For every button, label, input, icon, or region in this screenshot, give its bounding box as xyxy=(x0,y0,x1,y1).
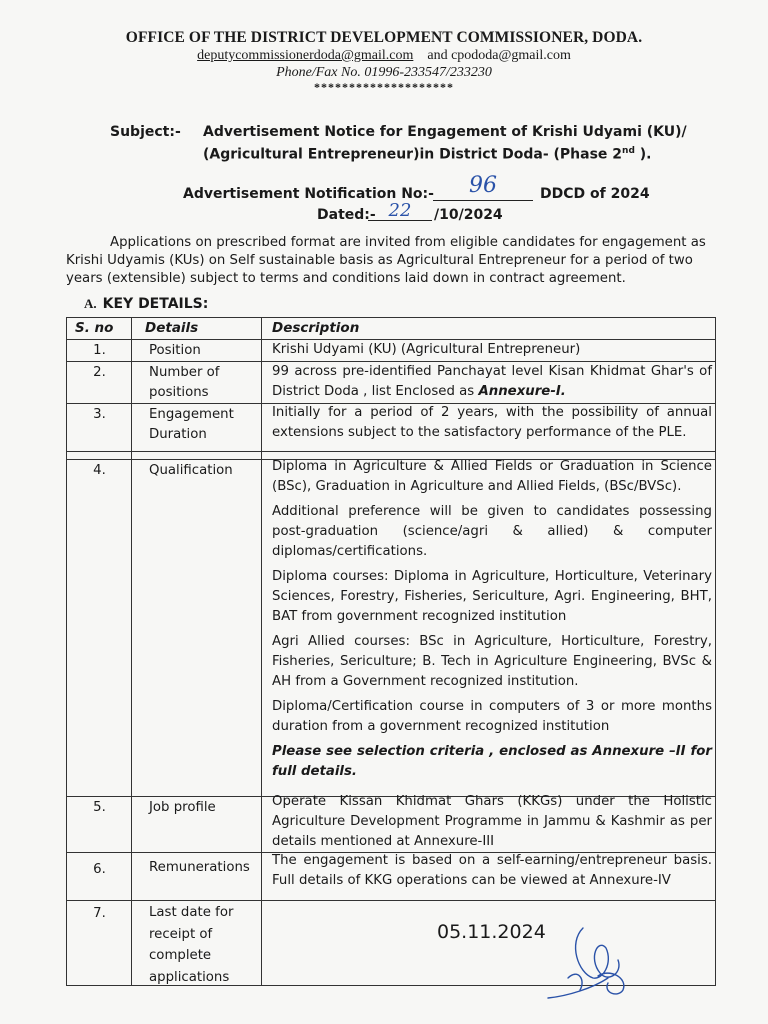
section-heading xyxy=(84,296,208,312)
row-1-desc: Krishi Udyami (KU) (Agricultural Entrepreneur) xyxy=(272,342,581,357)
signature-icon xyxy=(538,918,638,1008)
qual-para-4: Agri Allied courses: BSc in Agriculture, Horticulture, Forestry, Fisheries, Sericulture; B. Tech in Agriculture Engineering, BVSc & AH from a Government recognized institution. xyxy=(272,634,712,689)
row-4-sno: 4. xyxy=(93,463,106,478)
row-2-sno: 2. xyxy=(93,365,106,380)
subject-label: Subject:- xyxy=(110,124,181,140)
email-primary-link[interactable]: deputycommissionerdoda@gmail.com xyxy=(197,48,414,63)
qual-para-2: Additional preference will be given to candidates possessing post-graduation (science/agri & allied) & computer diplomas/certifications. xyxy=(272,504,712,559)
header-details: Details xyxy=(145,320,199,336)
row-1-sno: 1. xyxy=(93,343,106,358)
row-4-desc xyxy=(272,457,712,782)
row-5-desc: Operate Kissan Khidmat Ghars (KKGs) under the Holistic Agriculture Development Programme in Jammu & Kashmir as per details mentioned at Annexure-III xyxy=(272,794,712,849)
row-7-sno: 7. xyxy=(93,906,106,921)
row-5-detail: Job profile xyxy=(149,800,216,815)
dated-month-year: /10/2024 xyxy=(434,207,503,223)
intro-line-2: Krishi Udyamis (KUs) on Self sustainable basis as Agricultural Entrepreneur for a period of two xyxy=(66,253,693,268)
last-date-value: 05.11.2024 xyxy=(437,921,546,943)
key-details-table xyxy=(66,317,716,986)
subject-line-2: (Agricultural Entrepreneur)in District Doda- (Phase 2nd ). xyxy=(203,146,652,163)
row-2-desc: 99 across pre-identified Panchayat level Kisan Khidmat Ghar's of District Doda , list Enclosed as Annexure-I. xyxy=(272,364,712,399)
row-3-sno: 3. xyxy=(93,407,106,422)
section-title: KEY DETAILS: xyxy=(102,296,209,312)
email-secondary: and cpododa@gmail.com xyxy=(427,48,571,63)
row-6-detail: Remunerations xyxy=(149,860,250,875)
qual-para-3: Diploma courses: Diploma in Agriculture, Horticulture, Veterinary Sciences, Forestry, Fisheries, Sericulture, Agri. Engineering, BHT, BAT from government recognized institution xyxy=(272,569,712,624)
office-title: OFFICE OF THE DISTRICT DEVELOPMENT COMMISSIONER, DODA. xyxy=(125,29,643,46)
intro-line-3: years (extensible) subject to terms and conditions laid down in contract agreement. xyxy=(66,271,626,286)
header-sno: S. no xyxy=(75,320,114,336)
intro-paragraph xyxy=(66,234,716,288)
subject-line-1: Advertisement Notice for Engagement of Krishi Udyami (KU)/ xyxy=(203,124,687,140)
email-line xyxy=(0,48,768,64)
row-2-detail: Number of positions xyxy=(149,365,220,400)
row-6-desc: The engagement is based on a self-earning/entrepreneur basis. Full details of KKG operations can be viewed at Annexure-IV xyxy=(272,853,712,888)
dated-label: Dated:- xyxy=(317,207,376,223)
phone-fax: Phone/Fax No. 01996-233547/233230 xyxy=(276,65,492,80)
notification-ddcd: DDCD of 2024 xyxy=(540,186,650,202)
qual-para-1: Diploma in Agriculture & Allied Fields or Graduation in Science (BSc), Graduation in Agriculture and Allied Fields, (BSc/BVSc). xyxy=(272,459,712,494)
row-7-detail: Last date for receipt of complete applications xyxy=(149,905,234,985)
row-5-sno: 5. xyxy=(93,800,106,815)
notification-no-value: 96 xyxy=(433,172,533,201)
row-3-detail: Engagement Duration xyxy=(149,407,234,442)
separator-stars: ******************** xyxy=(314,80,454,94)
section-letter: A. xyxy=(84,296,97,311)
qual-note: Please see selection criteria , enclosed as Annexure –II for full details. xyxy=(272,744,712,779)
row-3-desc: Initially for a period of 2 years, with the possibility of annual extensions subject to the satisfactory performance of the PLE. xyxy=(272,405,712,440)
row-6-sno: 6. xyxy=(93,862,106,877)
row-4-detail: Qualification xyxy=(149,463,233,478)
notification-no-label: Advertisement Notification No:- xyxy=(183,186,434,202)
header-description: Description xyxy=(272,320,360,336)
dated-day-handwritten: 22 xyxy=(368,200,432,221)
intro-line-1: Applications on prescribed format are invited from eligible candidates for engagement as xyxy=(110,235,706,250)
qual-para-5: Diploma/Certification course in computers of 3 or more months duration from a government recognized institution xyxy=(272,699,712,734)
row-1-detail: Position xyxy=(149,343,201,358)
